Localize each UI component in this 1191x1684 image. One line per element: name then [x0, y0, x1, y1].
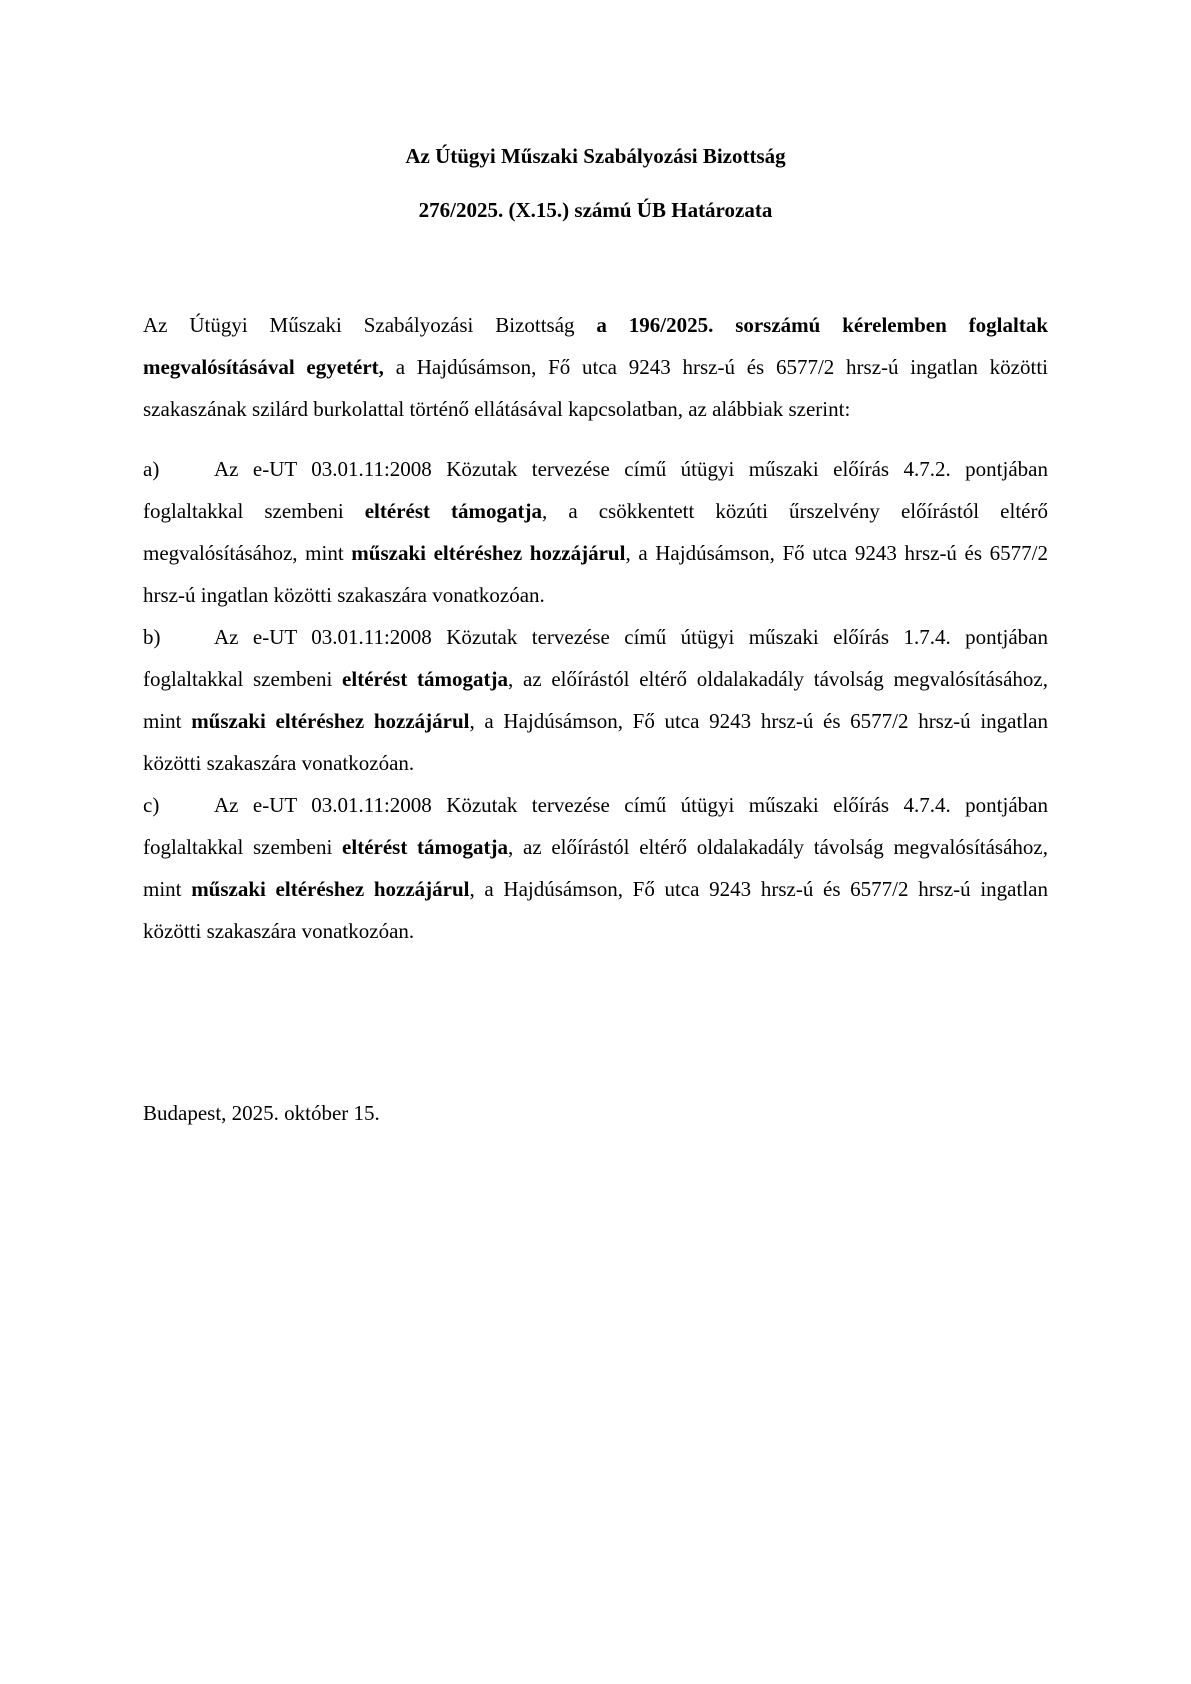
intro-text-continued: a Hajdúsámson, Fő utca 9243 hrsz-ú és 6577/2 hrsz-ú ingatlan közötti szakaszának szilárd burkolattal történő ellátásával kapcsolatban, az alábbiak szerint:	[143, 355, 1048, 421]
item-bold-support: eltérést támogatja	[342, 667, 509, 691]
item-marker: c)	[143, 793, 160, 817]
intro-paragraph	[143, 304, 1048, 430]
resolution-items	[143, 448, 1048, 952]
item-bold-support: eltérést támogatja	[342, 835, 509, 859]
item-bold-support: eltérést támogatja	[364, 499, 543, 523]
resolution-item-b	[143, 616, 1048, 784]
item-text: , a csökkentett közúti űrszelvény előírástól eltérő megvalósításához, mint	[143, 499, 1048, 565]
place-and-date: Budapest, 2025. október 15.	[143, 1101, 380, 1125]
item-text: Az e-UT 03.01.11:2008 Közutak tervezése című útügyi műszaki előírás 4.7.4. pontjában foglaltakkal szembeni	[143, 793, 1048, 859]
document-title: Az Útügyi Műszaki Szabályozási Bizottság	[405, 144, 786, 168]
item-bold-consent: műszaki eltéréshez hozzájárul	[351, 541, 626, 565]
item-marker: a)	[143, 457, 160, 481]
resolution-item-c	[143, 784, 1048, 952]
intro-text: Az Útügyi Műszaki Szabályozási Bizottság	[143, 313, 597, 337]
resolution-number: 276/2025. (X.15.) számú ÚB Határozata	[418, 198, 773, 222]
item-text: Az e-UT 03.01.11:2008 Közutak tervezése című útügyi műszaki előírás 4.7.2. pontjában foglaltakkal szembeni	[143, 457, 1048, 523]
item-text: , az előírástól eltérő oldalakadály távolság megvalósításához, mint	[143, 835, 1049, 901]
item-text: , a Hajdúsámson, Fő utca 9243 hrsz-ú és 6577/2 hrsz-ú ingatlan közötti szakaszára vonatkozóan.	[143, 709, 1048, 775]
intro-bold-text: a 196/2025. sorszámú kérelemben foglaltak megvalósításával egyetért,	[143, 313, 1048, 379]
item-bold-consent: műszaki eltéréshez hozzájárul	[191, 709, 470, 733]
item-text: , a Hajdúsámson, Fő utca 9243 hrsz-ú és 6577/2 hrsz-ú ingatlan közötti szakaszára vonatkozóan.	[143, 541, 1048, 607]
item-marker: b)	[143, 625, 161, 649]
item-text: , az előírástól eltérő oldalakadály távolság megvalósításához, mint	[143, 667, 1049, 733]
item-text: Az e-UT 03.01.11:2008 Közutak tervezése című útügyi műszaki előírás 1.7.4. pontjában foglaltakkal szembeni	[143, 625, 1048, 691]
resolution-item-a	[143, 448, 1048, 616]
item-text: , a Hajdúsámson, Fő utca 9243 hrsz-ú és 6577/2 hrsz-ú ingatlan közötti szakaszára vonatkozóan.	[143, 877, 1048, 943]
item-bold-consent: műszaki eltéréshez hozzájárul	[191, 877, 470, 901]
